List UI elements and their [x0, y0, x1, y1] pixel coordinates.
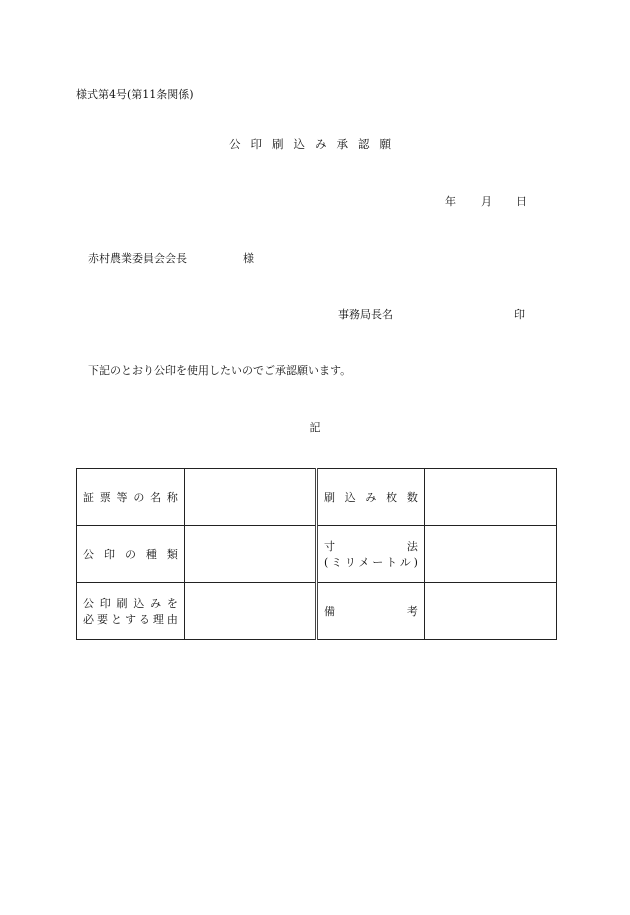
application-table — [76, 468, 557, 640]
label-reason-line1: 公印刷込みを — [83, 597, 178, 610]
date-month-label: 月 — [481, 195, 492, 208]
seal-mark: 印 — [514, 308, 525, 321]
field-dimensions[interactable] — [424, 526, 556, 583]
field-print-count[interactable] — [424, 469, 556, 526]
date-year-label: 年 — [445, 195, 456, 208]
label-dimensions-line1: 寸法 — [323, 540, 418, 553]
field-reason[interactable] — [184, 583, 316, 640]
label-dimensions-line2: (ミリメートル) — [323, 556, 418, 569]
table-row — [77, 469, 557, 526]
document-title: 公印刷込み承認願 — [229, 137, 401, 151]
label-seal-type: 公印の種類 — [77, 526, 185, 583]
label-reason — [77, 583, 185, 640]
applicant-label: 事務局長名 — [338, 308, 393, 321]
honorific: 様 — [243, 252, 254, 265]
date-day-label: 日 — [516, 195, 527, 208]
form-number: 様式第4号(第11条関係) — [76, 88, 194, 101]
label-dimensions — [316, 526, 424, 583]
field-certificate-name[interactable] — [184, 469, 316, 526]
body-text: 下記のとおり公印を使用したいのでご承認願います。 — [88, 364, 352, 377]
field-remarks[interactable] — [424, 583, 556, 640]
label-reason-line2: 必要とする理由 — [83, 613, 178, 626]
label-certificate-name: 証票等の名称 — [77, 469, 185, 526]
table-row — [77, 526, 557, 583]
field-seal-type[interactable] — [184, 526, 316, 583]
table-row — [77, 583, 557, 640]
ki-heading: 記 — [309, 421, 321, 434]
label-remarks: 備考 — [316, 583, 424, 640]
addressee: 赤村農業委員会会長 — [88, 252, 187, 265]
label-print-count: 刷込み枚数 — [316, 469, 424, 526]
